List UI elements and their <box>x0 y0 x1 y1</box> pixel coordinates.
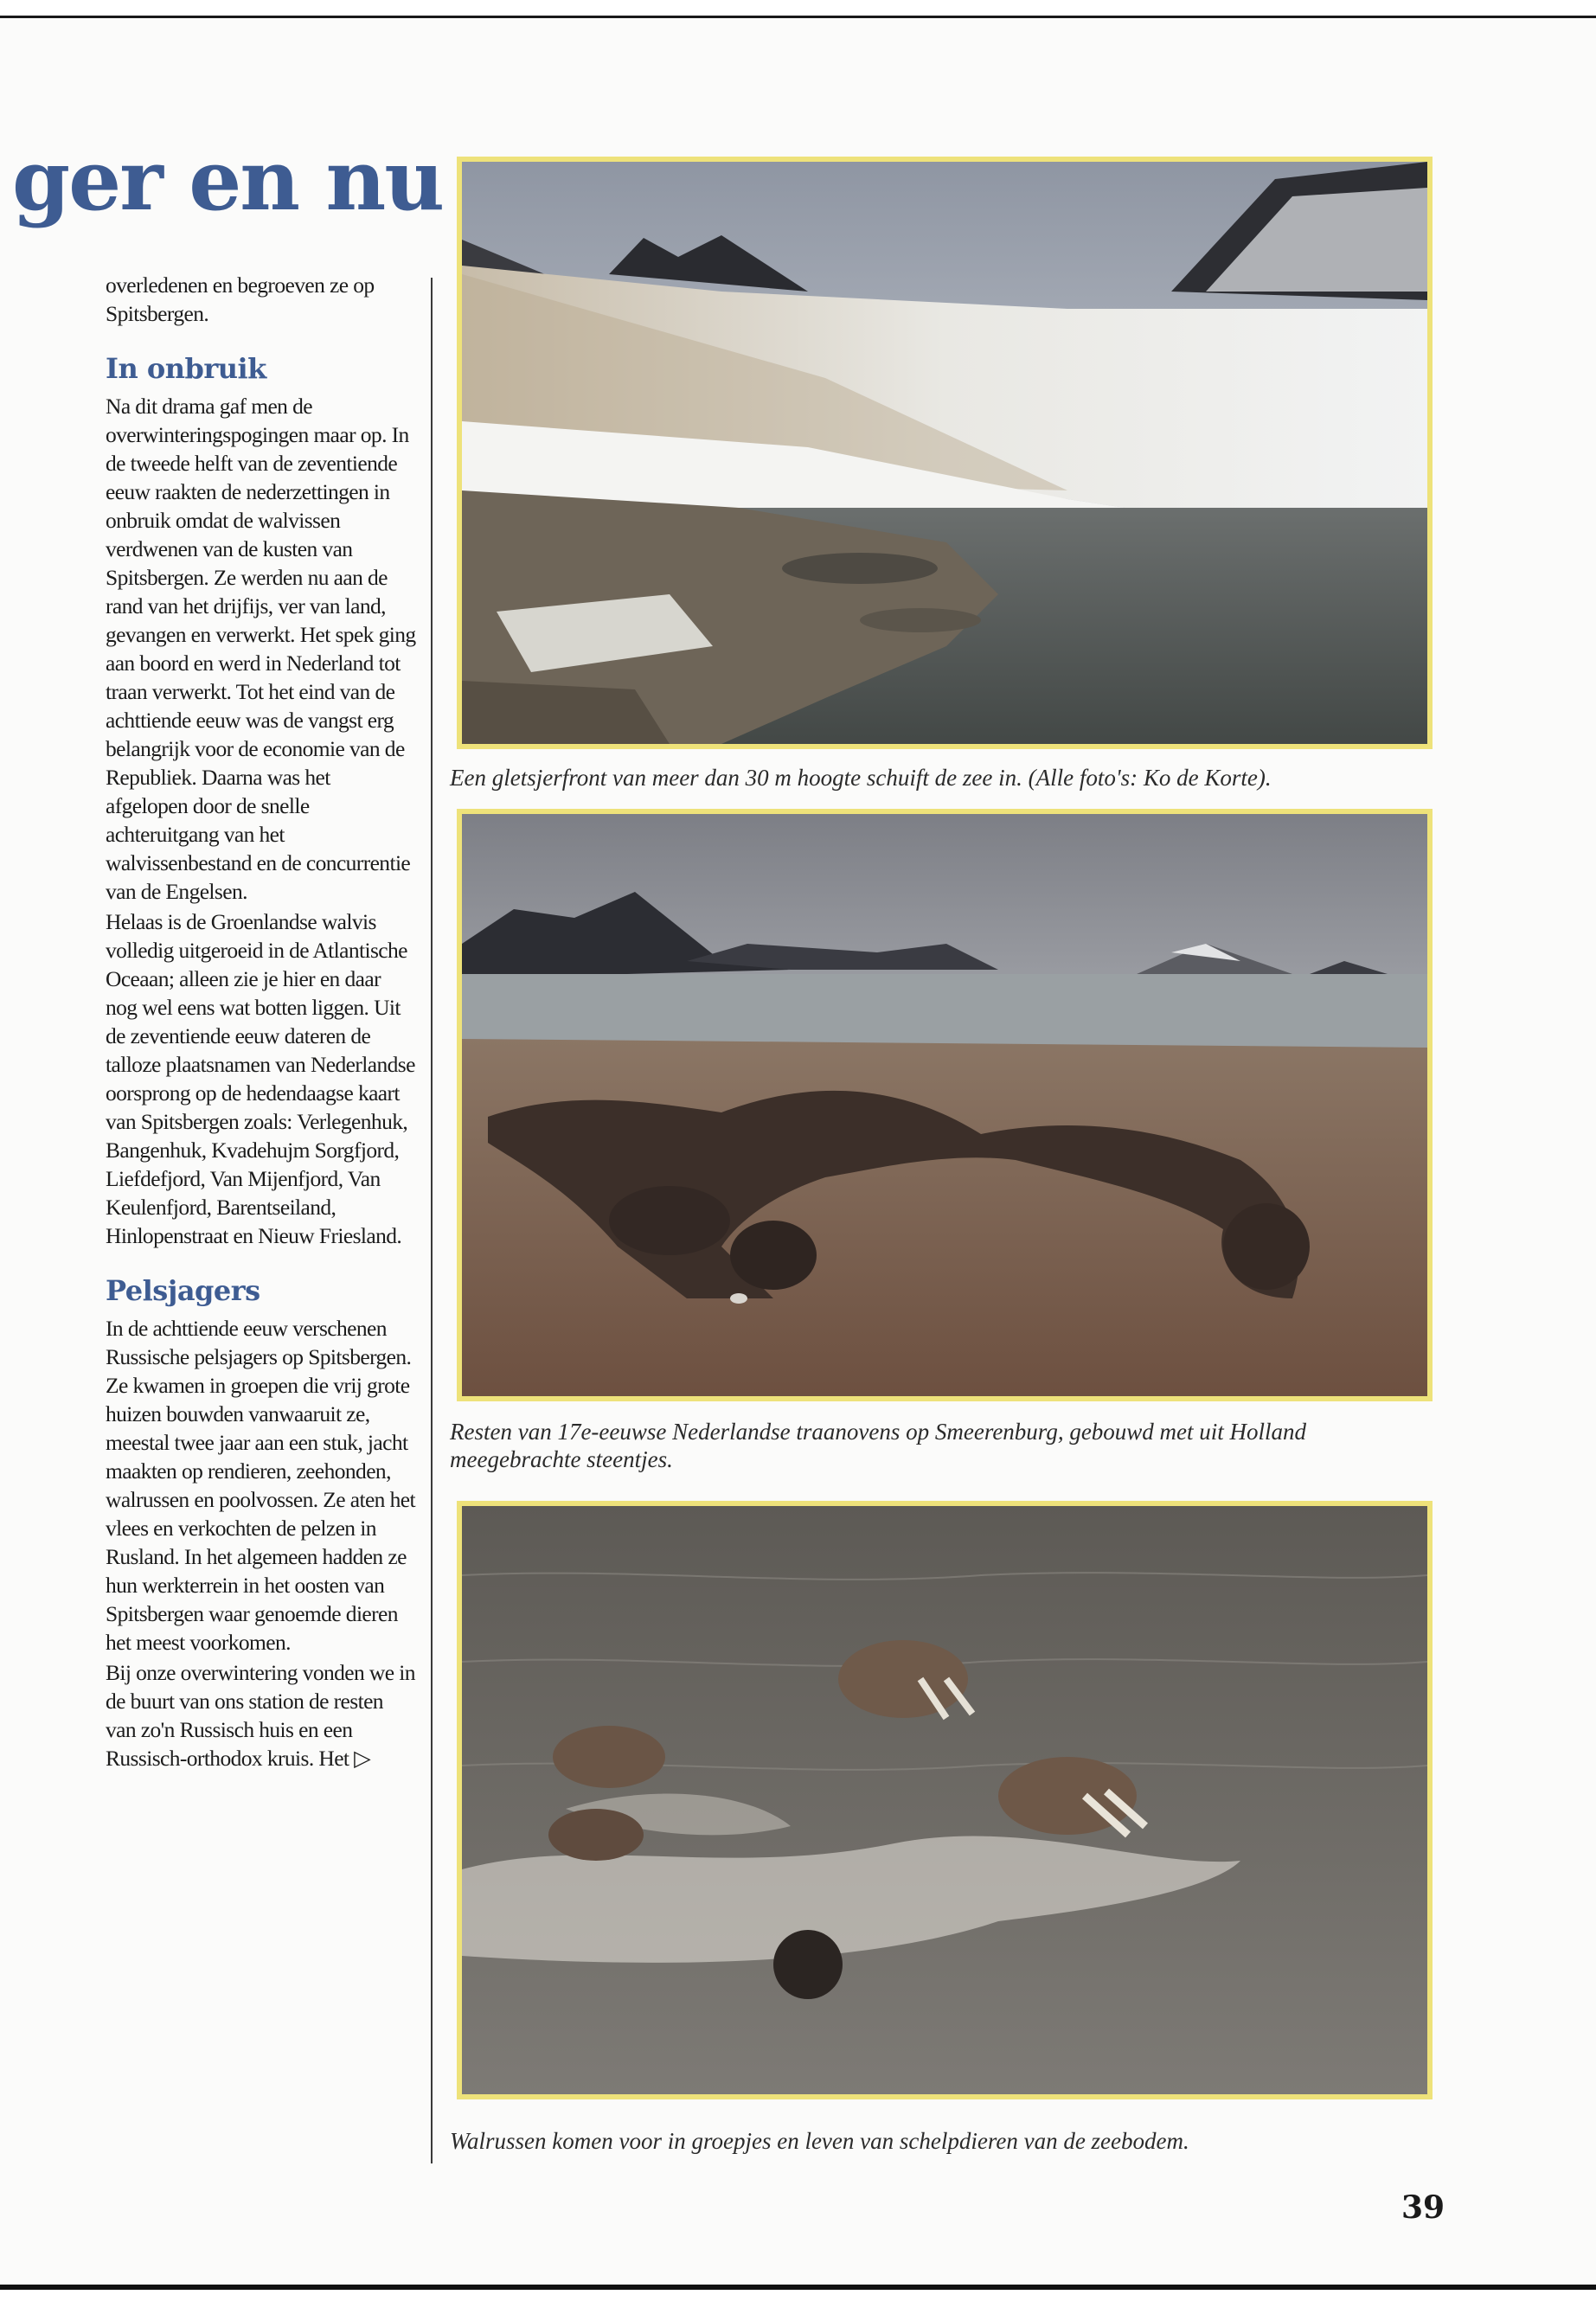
intro-paragraph: overledenen en begroeven ze op Spitsbergen. <box>106 272 375 326</box>
smeerenburg-ovens-photo <box>457 809 1433 1401</box>
glacier-photo <box>457 157 1433 749</box>
photo-caption-glacier: Een gletsjerfront van meer dan 30 m hoogte schuift de zee in. (Alle foto's: Ko de Korte). <box>450 765 1272 791</box>
body-paragraph: Bij onze overwintering vonden we in de buurt van ons station de resten van zo'n Russisch huis en een Russisch-orthodox kruis. Het ▷ <box>106 1660 415 1771</box>
walruses-photo <box>457 1501 1433 2099</box>
magazine-page <box>0 16 1596 2290</box>
page-title: ger en nu <box>12 131 444 229</box>
body-paragraph: Na dit drama gaf men de overwinteringspogingen maar op. In de tweede helft van de zeventiende eeuw raakten de nederzettingen in onbruik omdat de walvissen verdwenen van de kusten van Spitsbergen. Ze werden nu aan de rand van het drijfijs, ver van land, gevangen en verwerkt. Het spek ging aan boord en werd in Nederland tot traan verwerkt. Tot het eind van de achttiende eeuw was de vangst erg belangrijk voor de economie van de Republiek. Daarna was het afgelopen door de snelle achteruitgang van het walvissenbestand en de concurrentie van de Engelsen. <box>106 394 416 904</box>
section-heading-in-onbruik: In onbruik <box>106 352 266 385</box>
body-paragraph: Helaas is de Groenlandse walvis volledig uitgeroeid in de Atlantische Oceaan; alleen zie je hier en daar nog wel eens wat botten liggen. Uit de zeventiende eeuw dateren de talloze plaatsnamen van Nederlandse oorsprong op de hedendaagse kaart van Spitsbergen zoals: Verlegenhuk, Bangenhuk, Kvadehujm Sorgfjord, Liefdefjord, Van Mijenfjord, Van Keulenfjord, Barentseiland, Hinlopenstraat en Nieuw Friesland. <box>106 909 415 1248</box>
body-paragraph: In de achttiende eeuw verschenen Russische pelsjagers op Spitsbergen. Ze kwamen in groepen die vrij grote huizen bouwden vanwaaruit ze, meestal twee jaar aan een stuk, jacht maakten op rendieren, zeehonden, walrussen en poolvossen. Ze aten het vlees en verkochten de pelzen in Rusland. In het algemeen hadden ze hun werkterrein in het oosten van Spitsbergen waar genoemde dieren het meest voorkomen. <box>106 1316 415 1655</box>
text-column <box>106 271 417 1774</box>
photo-caption-walruses: Walrussen komen voor in groepjes en leven van schelpdieren van de zeebodem. <box>450 2128 1189 2154</box>
photo-caption-ovens: Resten van 17e-eeuwse Nederlandse traanovens op Smeerenburg, gebouwd met uit Holland meegebrachte steentjes. <box>450 1419 1307 1472</box>
page-number: 39 <box>1401 2189 1445 2226</box>
column-divider <box>431 278 433 2163</box>
section-heading-pelsjagers: Pelsjagers <box>106 1274 260 1307</box>
